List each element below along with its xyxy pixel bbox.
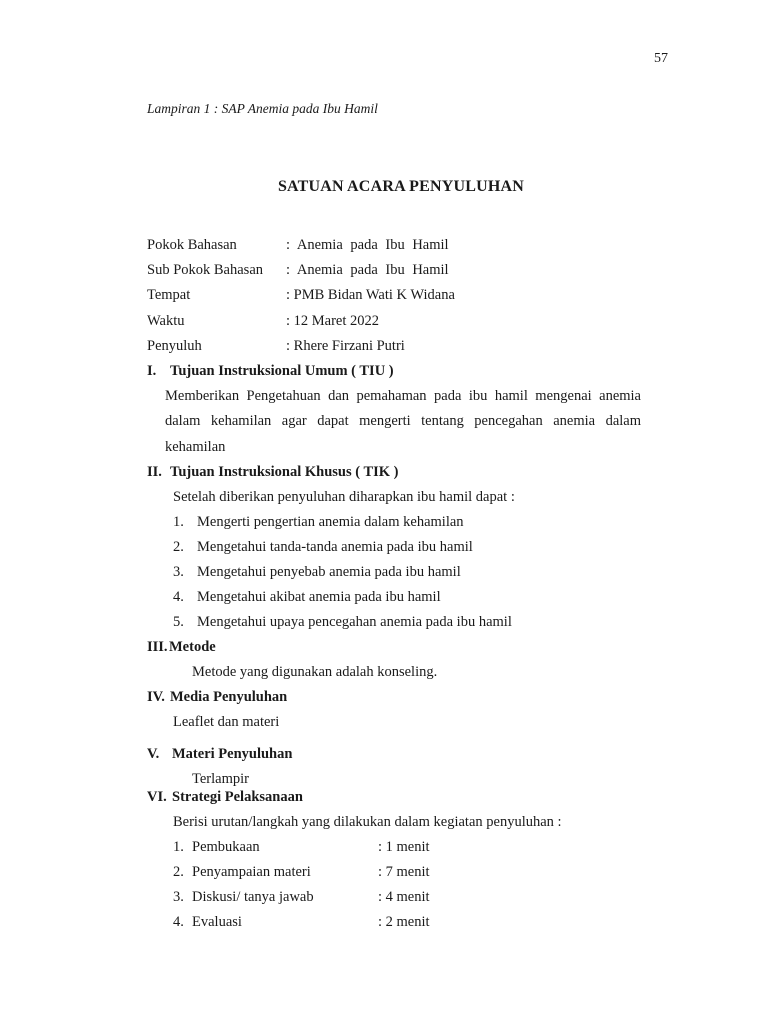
info-value-waktu: : 12 Maret 2022 [286, 313, 380, 329]
strategi-item-time: : 1 menit [378, 839, 430, 855]
strategi-item-number: 4. [173, 914, 184, 930]
info-value-tempat: : PMB Bidan Wati K Widana [286, 287, 455, 303]
strategi-item-text: Pembukaan [192, 839, 260, 855]
section-media-title: Media Penyuluhan [170, 689, 288, 705]
info-label-tempat: Tempat [147, 287, 191, 303]
section-tiu-number: I. [147, 363, 157, 379]
section-strategi-title: Strategi Pelaksanaan [172, 789, 303, 805]
info-value-pokok-bahasan: : Anemia pada Ibu Hamil [286, 237, 449, 253]
tik-item-number: 3. [173, 564, 184, 580]
info-label-pokok-bahasan: Pokok Bahasan [147, 237, 237, 253]
strategi-item-time: : 7 menit [378, 864, 430, 880]
tik-item-number: 4. [173, 589, 184, 605]
info-label-waktu: Waktu [147, 313, 185, 329]
info-value-penyuluh: : Rhere Firzani Putri [286, 338, 405, 354]
tik-item-text: Mengetahui upaya pencegahan anemia pada ibu hamil [197, 614, 512, 630]
tik-item-number: 2. [173, 539, 184, 555]
materi-text: Terlampir [192, 771, 249, 787]
document-title: SATUAN ACARA PENYULUHAN [277, 178, 525, 195]
tik-intro: Setelah diberikan penyuluhan diharapkan ibu hamil dapat : [173, 489, 515, 505]
strategi-item-time: : 4 menit [378, 889, 430, 905]
tik-item-number: 5. [173, 614, 184, 630]
section-tik-number: II. [147, 464, 162, 480]
strategi-intro: Berisi urutan/langkah yang dilakukan dalam kegiatan penyuluhan : [173, 814, 562, 830]
strategi-item-text: Diskusi/ tanya jawab [192, 889, 314, 905]
section-materi-number: V. [147, 746, 160, 762]
strategi-item-time: : 2 menit [378, 914, 430, 930]
tik-item-text: Mengetahui penyebab anemia pada ibu hamil [197, 564, 461, 580]
section-tiu-title: Tujuan Instruksional Umum ( TIU ) [170, 363, 394, 379]
info-value-sub-pokok-bahasan: : Anemia pada Ibu Hamil [286, 262, 449, 278]
strategi-item-number: 1. [173, 839, 184, 855]
info-label-sub-pokok-bahasan: Sub Pokok Bahasan [147, 262, 263, 278]
section-strategi-number: VI. [147, 789, 167, 805]
tik-item-text: Mengetahui tanda-tanda anemia pada ibu hamil [197, 539, 473, 555]
section-media-number: IV. [147, 689, 165, 705]
strategi-item-text: Penyampaian materi [192, 864, 311, 880]
media-text: Leaflet dan materi [173, 714, 280, 730]
appendix-label: Lampiran 1 : SAP Anemia pada Ibu Hamil [147, 101, 378, 116]
strategi-item-text: Evaluasi [192, 914, 242, 930]
section-metode-number: III. [147, 639, 168, 655]
tiu-line-1: Memberikan Pengetahuan dan pemahaman pada ibu hamil mengenai anemia [165, 388, 641, 404]
section-metode-title: Metode [169, 639, 216, 655]
strategi-item-number: 2. [173, 864, 184, 880]
strategi-item-number: 3. [173, 889, 184, 905]
section-materi-title: Materi Penyuluhan [172, 746, 293, 762]
tik-item-number: 1. [173, 514, 184, 530]
page-number: 57 [654, 51, 668, 66]
tiu-line-3: kehamilan [165, 439, 226, 455]
metode-text: Metode yang digunakan adalah konseling. [192, 664, 438, 680]
info-label-penyuluh: Penyuluh [147, 338, 202, 354]
section-tik-title: Tujuan Instruksional Khusus ( TIK ) [170, 464, 399, 480]
tiu-line-2: dalam kehamilan agar dapat mengerti tentang pencegahan anemia dalam [165, 413, 641, 429]
tik-item-text: Mengerti pengertian anemia dalam kehamilan [197, 514, 464, 530]
tik-item-text: Mengetahui akibat anemia pada ibu hamil [197, 589, 441, 605]
